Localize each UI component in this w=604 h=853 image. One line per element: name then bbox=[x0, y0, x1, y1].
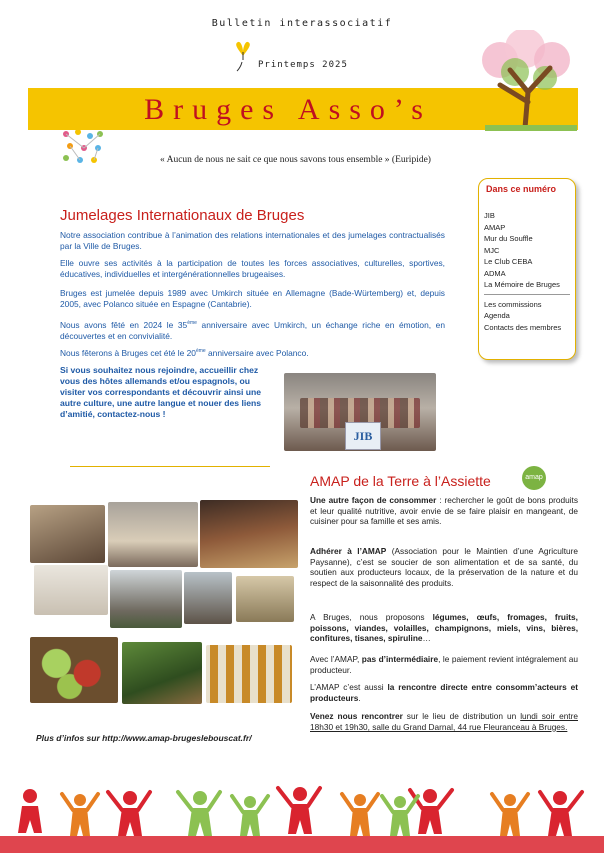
amap-photo-apples bbox=[30, 637, 118, 703]
contents-item: ADMA bbox=[484, 268, 506, 278]
contents-list bbox=[484, 210, 570, 333]
dancing-people-footer bbox=[0, 778, 604, 853]
amap-p3: A Bruges, nous proposons légumes, œufs, fromages, fruits, poissons, viandes, volailles, champignons, miels, vins, bières, confitures, tisanes, spiruline… bbox=[310, 612, 578, 644]
amap-photo-7 bbox=[236, 576, 294, 622]
contents-item: Mur du Souffle bbox=[484, 234, 533, 243]
amap-photo-3 bbox=[200, 500, 298, 568]
euripide-quote: « Aucun de nous ne sait ce que nous savons tous ensemble » (Euripide) bbox=[160, 155, 431, 165]
amap-p4: Avec l’AMAP, pas d’intermédiaire, le paiement revient intégralement au producteur. bbox=[310, 654, 579, 675]
contents-item: AMAP bbox=[484, 222, 506, 232]
amap-photo-5 bbox=[110, 570, 182, 628]
contents-item: Contacts des membres bbox=[484, 322, 562, 332]
amap-p2: Adhérer à l’AMAP (Association pour le Maintien d’une Agriculture Paysanne), c’est se soucier de son alimentation et de sa santé, du soutien aux producteurs locaux, de la préservation de la nature et du respect de la saisonnalité des produits. bbox=[310, 546, 579, 588]
jumelages-p1: Notre association contribue à l’animation des relations internationales et des jumelages contractualisés par la Ville de Bruges. bbox=[60, 230, 445, 251]
contents-item: Le Club CEBA bbox=[484, 257, 533, 266]
contents-item: Les commissions bbox=[484, 299, 542, 309]
amap-badge: amap bbox=[522, 466, 546, 490]
contents-item: La Mémoire de Bruges bbox=[484, 280, 560, 289]
amap-photo-4 bbox=[34, 565, 108, 615]
bulletin-label: Bulletin interassociatif bbox=[211, 18, 393, 29]
contents-divider bbox=[484, 294, 570, 295]
amap-photo-bottles bbox=[206, 645, 292, 703]
jumelages-contact: Si vous souhaitez nous rejoindre, accueillir chez vous des hôtes allemands et/ou espagnols, ou visiter vos correspondants et découvrir ainsi une autre culture, une autre langue et nouer des liens d’amitié, contactez-nous ! bbox=[60, 365, 262, 419]
issue-label: Printemps 2025 bbox=[258, 60, 348, 70]
amap-heading: AMAP de la Terre à l’Assiette bbox=[310, 473, 491, 489]
section-divider bbox=[70, 466, 270, 467]
amap-photo-2 bbox=[108, 502, 198, 567]
brand-title: Bruges Asso’s bbox=[144, 93, 432, 126]
tree-icon bbox=[470, 30, 580, 132]
jumelages-p2: Elle ouvre ses activités à la participation de toutes les forces associatives, culturelles, sportives, éducatives, individuelles et intergénérationnelles brugeaises. bbox=[60, 258, 445, 279]
amap-photo-1 bbox=[30, 505, 105, 563]
contents-item: Agenda bbox=[484, 311, 510, 320]
jumelages-p3: Bruges est jumelée depuis 1989 avec Umkirch située en Allemagne (Bade-Würtemberg) et, depuis 2005, avec Polanco située en Espagne (Cantabrie). bbox=[60, 288, 445, 309]
contents-item: JIB bbox=[484, 211, 495, 220]
jumelages-heading: Jumelages Internationaux de Bruges bbox=[60, 207, 305, 224]
butterfly-icon bbox=[232, 38, 254, 74]
amap-p1: Une autre façon de consommer : rechercher le goût de bons produits et leur qualité nutritive, avoir envie de se faire plaisir en mangeant, de cuisiner pour sa famille et ses amis. bbox=[310, 495, 578, 527]
amap-photo-vegetables bbox=[122, 642, 202, 704]
jib-logo: JIB bbox=[345, 422, 381, 450]
jumelages-p4: Nous avons fêté en 2024 le 35ème anniversaire avec Umkirch, un échange riche en émotion, en découvertes et en convivialité. bbox=[60, 319, 445, 341]
contents-item: MJC bbox=[484, 245, 500, 255]
asso-logo-icon bbox=[58, 128, 108, 166]
amap-p5: L’AMAP c’est aussi la rencontre directe entre consomm’acteurs et producteurs. bbox=[310, 682, 578, 703]
jumelages-p5: Nous fêterons à Bruges cet été le 20ème anniversaire avec Polanco. bbox=[60, 347, 309, 358]
amap-photo-6 bbox=[184, 572, 232, 624]
amap-website: Plus d’infos sur http://www.amap-brugeslebouscat.fr/ bbox=[36, 733, 252, 743]
amap-p6: Venez nous rencontrer sur le lieu de distribution un lundi soir entre 18h30 et 19h30, salle du Grand Darnal, 44 rue Fleuranceau à Bruges. bbox=[310, 711, 578, 732]
contents-title: Dans ce numéro bbox=[486, 184, 557, 194]
